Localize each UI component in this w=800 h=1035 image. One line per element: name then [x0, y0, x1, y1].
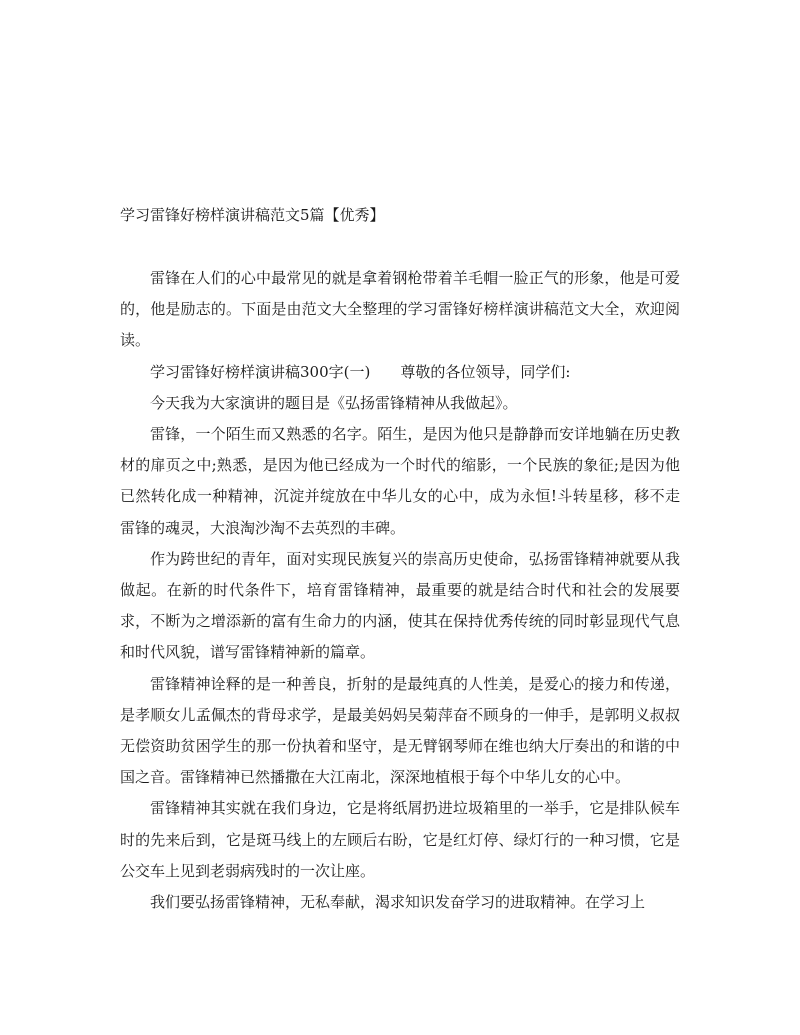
document-title: 学习雷锋好榜样演讲稿范文5篇【优秀】: [120, 206, 385, 224]
paragraph: 作为跨世纪的青年，面对实现民族复兴的崇高历史使命，弘扬雷锋精神就要从我做起。在新的时代条件下，培育雷锋精神，最重要的就是结合时代和社会的发展要求，不断为之增添新的富有生命力的内涵，使其在保持优秀传统的同时彰显现代气息和时代风貌，谱写雷锋精神新的篇章。: [120, 549, 680, 662]
paragraph: 今天我为大家演讲的题目是《弘扬雷锋精神从我做起》。: [150, 393, 518, 412]
paragraph-intro: 雷锋在人们的心中最常见的就是拿着钢枪带着羊毛帽一脸正气的形象，他是可爱的，他是励志的。下面是由范文大全整理的学习雷锋好榜样演讲稿范文大全，欢迎阅读。: [120, 269, 680, 350]
paragraph: 雷锋精神其实就在我们身边，它是将纸屑扔进垃圾箱里的一举手，它是排队候车时的先来后到，它是斑马线上的左顾后右盼，它是红灯停、绿灯行的一种习惯，它是公交车上见到老弱病残时的一次让座。: [120, 799, 680, 880]
paragraph: 雷锋精神诠释的是一种善良，折射的是最纯真的人性美，是爱心的接力和传递，是孝顺女儿孟佩杰的背母求学，是最美妈妈吴菊萍奋不顾身的一伸手，是郭明义叔叔无偿资助贫困学生的那一份执着和坚守，是无臂钢琴师在维也纳大厅奏出的和谐的中国之音。雷锋精神已然播撒在大江南北，深深地植根于每个中华儿女的心中。: [120, 674, 680, 787]
document-body: [120, 263, 680, 918]
paragraph-speech-heading: 学习雷锋好榜样演讲稿300字(一) 尊敬的各位领导，同学们:: [150, 362, 571, 381]
paragraph: 我们要弘扬雷锋精神，无私奉献，渴求知识发奋学习的进取精神。在学习上: [150, 893, 646, 912]
paragraph: 雷锋，一个陌生而又熟悉的名字。陌生，是因为他只是静静而安详地躺在历史教材的扉页之中;熟悉，是因为他已经成为一个时代的缩影，一个民族的象征;是因为他已然转化成一种精神，沉淀并绽放在中华儿女的心中，成为永恒!斗转星移，移不走雷锋的魂灵，大浪淘沙淘不去英烈的丰碑。: [120, 425, 680, 537]
